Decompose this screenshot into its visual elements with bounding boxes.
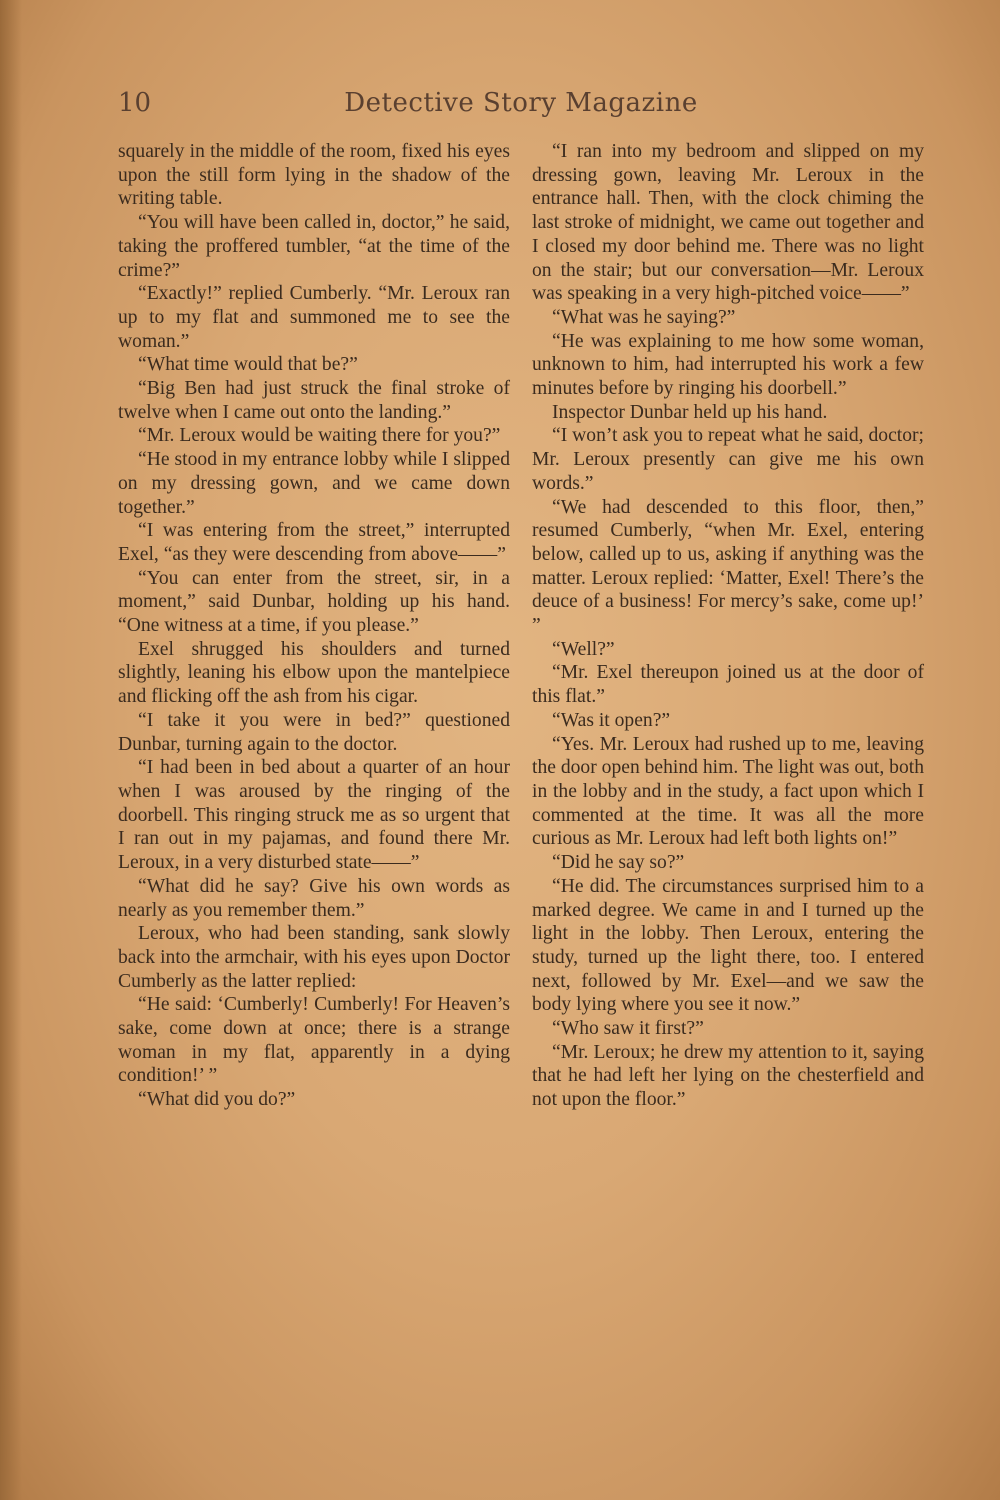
paragraph: “Who saw it first?”	[552, 1018, 704, 1040]
paragraph: “Exactly!” replied Cumberly. “Mr. Leroux ran up to my flat and summoned me to see the woman.”	[118, 283, 510, 352]
paragraph: “What did you do?”	[138, 1089, 296, 1111]
paragraph: “I ran into my bedroom and slipped on my dressing gown, leaving Mr. Leroux in the entrance hall. Then, with the clock chiming the last stroke of midnight, we came out together and I closed my door behind me. There was no light on the stair; but our conversation—Mr. Leroux was speaking in a very high-pitched voice——”	[532, 141, 924, 305]
page-number: 10	[118, 88, 152, 118]
paragraph: “Big Ben had just struck the final stroke of twelve when I came out onto the landing.”	[118, 378, 510, 423]
paragraph: “He did. The circumstances surprised him to a marked degree. We came in and I turned up the light in the lobby. Then Leroux, entering the study, turned up the light there, too. I entered next, followed by Mr. Exel—and we saw the body lying where you see it now.”	[532, 875, 924, 1016]
paragraph: “You can enter from the street, sir, in a moment,” said Dunbar, holding up his hand. “One witness at a time, if you please.”	[118, 567, 510, 637]
paragraph: “Well?”	[552, 638, 615, 660]
right-column	[532, 140, 924, 1112]
paragraph: “What time would that be?”	[138, 354, 358, 376]
paragraph: “I won’t ask you to repeat what he said, doctor; Mr. Leroux presently can give me his own words.”	[532, 425, 924, 494]
paragraph: “I take it you were in bed?” questioned Dunbar, turning again to the doctor.	[118, 709, 510, 755]
paragraph: “Mr. Leroux would be waiting there for you?”	[138, 425, 501, 447]
paragraph: “You will have been called in, doctor,” he said, taking the proffered tumbler, “at the time of the crime?”	[118, 212, 510, 281]
paragraph: “He stood in my entrance lobby while I slipped on my dressing gown, and we came down together.”	[118, 449, 510, 518]
running-head	[118, 88, 924, 128]
paragraph: “Yes. Mr. Leroux had rushed up to me, leaving the door open behind him. The light was out, both in the lobby and in the study, a fact upon which I commented at the time. It was all the more curious as Mr. Leroux had left both lights on!”	[532, 733, 925, 850]
paragraph: “Mr. Leroux; he drew my attention to it, saying that he had left her lying on the chesterfield and not upon the floor.”	[532, 1041, 924, 1111]
paragraph: “What was he saying?”	[552, 306, 736, 328]
paragraph: Inspector Dunbar held up his hand.	[552, 401, 828, 423]
paragraph: “I had been in bed about a quarter of an hour when I was aroused by the ringing of the doorbell. This ringing struck me as so urgent that I ran out in my pajamas, and found there Mr. Leroux, in a very disturbed state——”	[118, 757, 510, 874]
paragraph: “Did he say so?”	[552, 852, 685, 874]
magazine-title: Detective Story Magazine	[344, 88, 698, 118]
paragraph: “We had descended to this floor, then,” resumed Cumberly, “when Mr. Exel, entering below, called up to us, asking if anything was the matter. Leroux replied: ‘Matter, Exel! There’s the deuce of a business! For mercy’s sake, come up!’ ”	[532, 496, 924, 637]
paragraph: “What did he say? Give his own words as nearly as you remember them.”	[118, 875, 510, 921]
page-edge-shadow	[0, 0, 22, 1500]
paragraph: Exel shrugged his shoulders and turned slightly, leaning his elbow upon the mantelpiece and flicking off the ash from his cigar.	[118, 638, 510, 708]
left-column	[118, 140, 510, 1112]
paragraph: Leroux, who had been standing, sank slowly back into the armchair, with his eyes upon Doctor Cumberly as the latter replied:	[118, 923, 510, 992]
paragraph: “I was entering from the street,” interrupted Exel, “as they were descending from above——”	[118, 520, 510, 565]
paragraph: “He was explaining to me how some woman, unknown to him, had interrupted his work a few minutes before by ringing his doorbell.”	[532, 330, 924, 400]
paragraph: “Was it open?”	[552, 709, 671, 731]
paragraph: “Mr. Exel thereupon joined us at the door of this flat.”	[532, 662, 924, 708]
paragraph: squarely in the middle of the room, fixed his eyes upon the still form lying in the shadow of the writing table.	[118, 141, 510, 210]
paragraph: “He said: ‘Cumberly! Cumberly! For Heaven’s sake, come down at once; there is a strange woman in my flat, apparently in a dying condition!’ ”	[118, 994, 510, 1087]
